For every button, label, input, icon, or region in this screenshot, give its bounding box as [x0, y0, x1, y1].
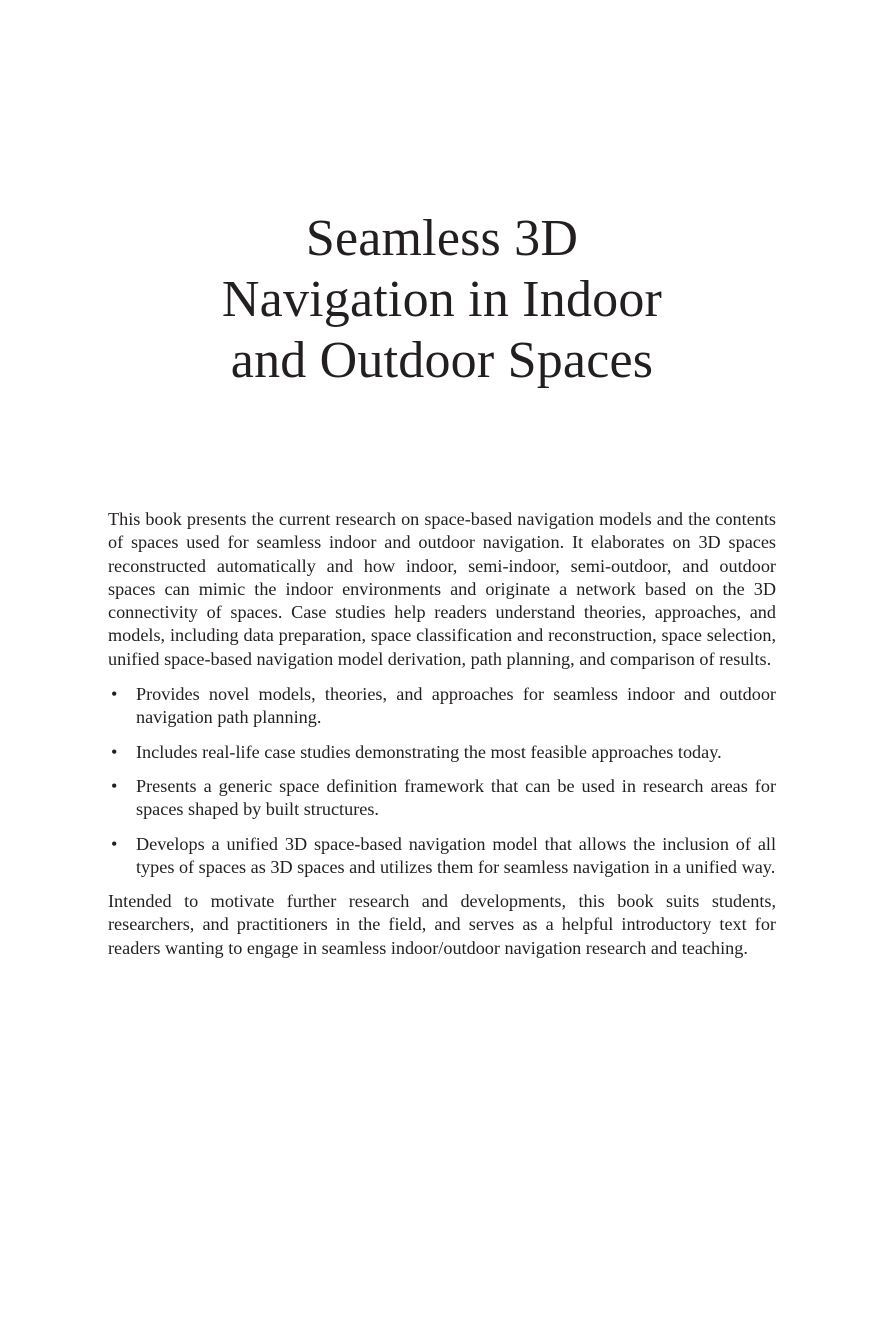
bullet-icon: • — [111, 775, 118, 796]
list-item — [108, 833, 776, 880]
title-line-2: Navigation in Indoor — [221, 271, 663, 328]
list-item-text: Presents a generic space definition framework that can be used in research areas for spaces shaped by built structures. — [136, 775, 776, 820]
title-line-3: and Outdoor Spaces — [230, 332, 654, 389]
feature-list — [108, 683, 776, 879]
bullet-icon: • — [111, 833, 118, 854]
list-item — [108, 775, 776, 822]
bullet-icon: • — [111, 684, 118, 705]
intro-paragraph: This book presents the current research on space-based navigation models and the contents of spaces used for seamless indoor and outdoor navigation. It elaborates on 3D spaces reconstructed automatically and how indoor, semi-indoor, semi-outdoor, and outdoor spaces can mimic the indoor environments and originate a network based on the 3D connectivity of spaces. Case studies help readers understand theories, approaches, and models, including data preparation, space classification and reconstruction, space selection, unified space-based navigation model derivation, path planning, and comparison of results. — [108, 509, 776, 669]
book-description — [108, 508, 776, 960]
book-title — [0, 208, 884, 391]
list-item-text: Provides novel models, theories, and approaches for seamless indoor and outdoor navigation path planning. — [136, 684, 776, 728]
title-line-1: Seamless 3D — [305, 210, 579, 267]
list-item — [108, 741, 776, 764]
bullet-icon: • — [111, 741, 118, 762]
list-item — [108, 683, 776, 730]
list-item-text: Includes real-life case studies demonstrating the most feasible approaches today. — [136, 741, 722, 762]
list-item-text: Develops a unified 3D space-based navigation model that allows the inclusion of all types of spaces as 3D spaces and utilizes them for seamless navigation in a unified way. — [136, 833, 776, 877]
closing-paragraph: Intended to motivate further research and developments, this book suits students, researchers, and practitioners in the field, and serves as a helpful introductory text for readers wanting to engage in seamless indoor/outdoor navigation research and teaching. — [108, 891, 776, 958]
